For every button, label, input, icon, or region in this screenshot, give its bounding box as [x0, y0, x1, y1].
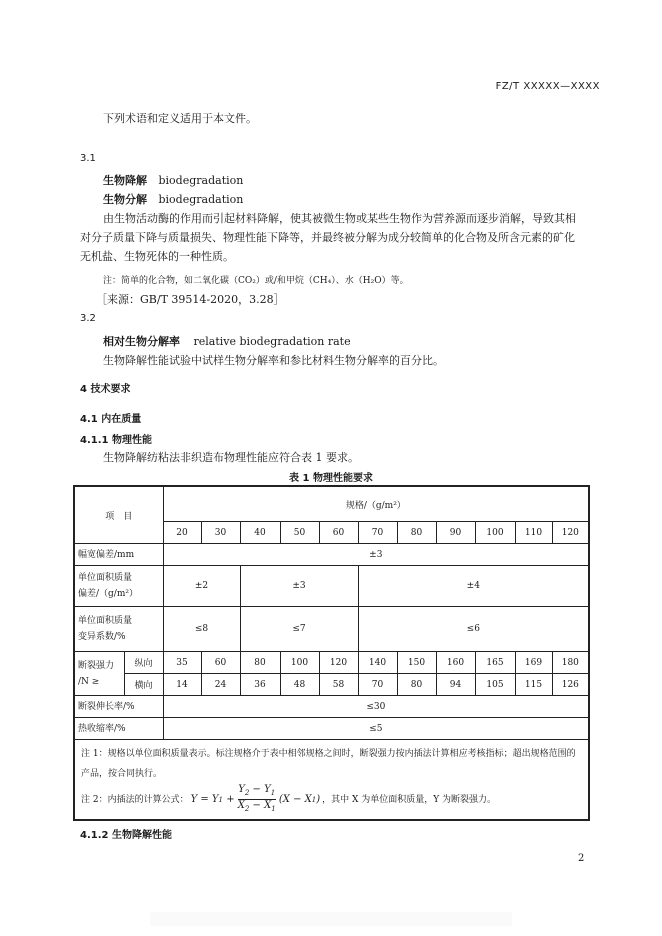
cd-value: 115 — [515, 674, 552, 696]
table-notes — [74, 740, 589, 821]
md-label: 纵向 — [124, 652, 163, 674]
section-4-1-1-title: 4.1.1 物理性能 — [80, 435, 152, 446]
cv-value: ≤7 — [240, 607, 358, 652]
cv-value: ≤6 — [358, 607, 589, 652]
mass-dev-label-line2: 偏差/（g/m²） — [78, 589, 138, 599]
section-4-1-title: 4.1 内在质量 — [80, 414, 142, 425]
spec-cell: 50 — [280, 522, 319, 544]
cd-value: 14 — [163, 674, 201, 696]
cd-value: 58 — [319, 674, 358, 696]
cv-label-line1: 单位面积质量 — [78, 616, 133, 626]
cd-value: 94 — [436, 674, 475, 696]
cd-value: 80 — [397, 674, 436, 696]
spec-cell: 40 — [240, 522, 280, 544]
intro-text: 下列术语和定义适用于本文件。 — [103, 112, 257, 125]
cd-value: 126 — [552, 674, 589, 696]
width-dev-label: 幅宽偏差/mm — [74, 544, 163, 566]
mass-dev-value: ±4 — [358, 566, 589, 607]
shrink-label: 热收缩率/% — [74, 718, 163, 740]
spec-cell: 70 — [358, 522, 397, 544]
md-value: 100 — [280, 652, 319, 674]
cd-value: 48 — [280, 674, 319, 696]
spec-cell: 20 — [163, 522, 201, 544]
strength-label — [74, 652, 124, 696]
cd-label: 横向 — [124, 674, 163, 696]
term-zh-b: 生物分解 — [103, 193, 147, 206]
md-value: 140 — [358, 652, 397, 674]
header-item: 项 目 — [74, 486, 163, 544]
term-number-3-1: 3.1 — [80, 153, 96, 164]
cd-value: 70 — [358, 674, 397, 696]
term-source: ［来源：GB/T 39514-2020，3.28］ — [96, 293, 285, 306]
table-row-cv — [74, 607, 589, 652]
term2-zh: 相对生物分解率 — [103, 335, 180, 348]
term-number-3-2: 3.2 — [80, 313, 96, 324]
footer-watermark-strip — [150, 912, 512, 926]
cd-value: 105 — [475, 674, 515, 696]
mass-dev-label-line1: 单位面积质量 — [78, 573, 133, 583]
width-dev-value: ±3 — [163, 544, 589, 566]
spec-cell: 60 — [319, 522, 358, 544]
md-value: 160 — [436, 652, 475, 674]
strength-label-line1: 断裂强力 — [78, 660, 115, 671]
table-row-width-deviation — [74, 544, 589, 566]
table-row-notes — [74, 740, 589, 821]
interpolation-formula: Y = Y 1 + $Y_2 - Y_1$ $X_2 - X_1$ (X − X 1 ) — [190, 784, 321, 813]
mass-dev-label — [74, 566, 163, 607]
cd-value: 36 — [240, 674, 280, 696]
table-row-elongation — [74, 696, 589, 718]
cv-label — [74, 607, 163, 652]
term2-definition: 生物降解性能试验中试样生物分解率和参比材料生物分解率的百分比。 — [103, 354, 444, 367]
term-en-a: biodegradation — [158, 174, 244, 187]
mass-dev-value: ±2 — [163, 566, 240, 607]
section-4-title: 4 技术要求 — [80, 384, 131, 395]
section-4-1-1-text: 生物降解纺粘法非织造布物理性能应符合表 1 要求。 — [103, 451, 359, 464]
md-value: 35 — [163, 652, 201, 674]
table-note-2 — [81, 784, 582, 815]
elong-value: ≤30 — [163, 696, 589, 718]
md-value: 150 — [397, 652, 436, 674]
cv-value: ≤8 — [163, 607, 240, 652]
term-definition-line1: 由生物活动酶的作用而引起材料降解，使其被微生物或某些生物作为营养源而逐步消解，导致其相 — [103, 212, 576, 225]
document-code: FZ/T XXXXX—XXXX — [495, 81, 600, 92]
section-4-1-2-title: 4.1.2 生物降解性能 — [80, 830, 172, 841]
note2-prefix: 注 2：内插法的计算公式： — [81, 794, 189, 805]
note2-suffix: ，其中 X 为单位面积质量，Y 为断裂强力。 — [322, 794, 497, 805]
term2-name — [103, 333, 351, 349]
spec-cell: 80 — [397, 522, 436, 544]
cv-label-line2: 变异系数/% — [78, 632, 126, 642]
spec-cell: 100 — [475, 522, 515, 544]
page-number: 2 — [578, 853, 585, 864]
term-name-b — [103, 191, 243, 207]
spec-cell: 30 — [201, 522, 240, 544]
spec-cell: 90 — [436, 522, 475, 544]
table-row-cd-strength — [74, 674, 589, 696]
mass-dev-value: ±3 — [240, 566, 358, 607]
term2-en: relative biodegradation rate — [193, 335, 351, 348]
physical-properties-table — [73, 485, 590, 821]
spec-cell: 110 — [515, 522, 552, 544]
md-value: 120 — [319, 652, 358, 674]
md-value: 80 — [240, 652, 280, 674]
md-value: 60 — [201, 652, 240, 674]
table-row-md-strength — [74, 652, 589, 674]
table-caption: 表 1 物理性能要求 — [289, 473, 373, 484]
table-note-1: 注 1：规格以单位面积质量表示。标注规格介于表中相邻规格之间时，断裂强力按内插法计算相应考核指标；超出规格范围的产品，按合同执行。 — [81, 749, 576, 779]
spec-cell: 120 — [552, 522, 589, 544]
term-definition-line2: 对分子质量下降与质量损失、物理性能下降等，并最终被分解为成分较简单的化合物及所含元素的矿化 — [80, 231, 575, 244]
term-definition-line3: 无机盐、生物死体的一种性质。 — [80, 250, 234, 263]
elong-label: 断裂伸长率/% — [74, 696, 163, 718]
term-note: 注：简单的化合物，如二氧化碳（CO₂）或/和甲烷（CH₄）、水（H₂O）等。 — [103, 276, 409, 286]
term-en-b: biodegradation — [158, 193, 244, 206]
header-spec: 规格/（g/m²） — [163, 486, 589, 522]
shrink-value: ≤5 — [163, 718, 589, 740]
table-row-mass-deviation — [74, 566, 589, 607]
strength-label-line2: /N ≥ — [78, 676, 100, 687]
term-name-a — [103, 172, 243, 188]
table-row-shrinkage — [74, 718, 589, 740]
cd-value: 24 — [201, 674, 240, 696]
md-value: 169 — [515, 652, 552, 674]
term-zh-a: 生物降解 — [103, 174, 147, 187]
md-value: 180 — [552, 652, 589, 674]
md-value: 165 — [475, 652, 515, 674]
